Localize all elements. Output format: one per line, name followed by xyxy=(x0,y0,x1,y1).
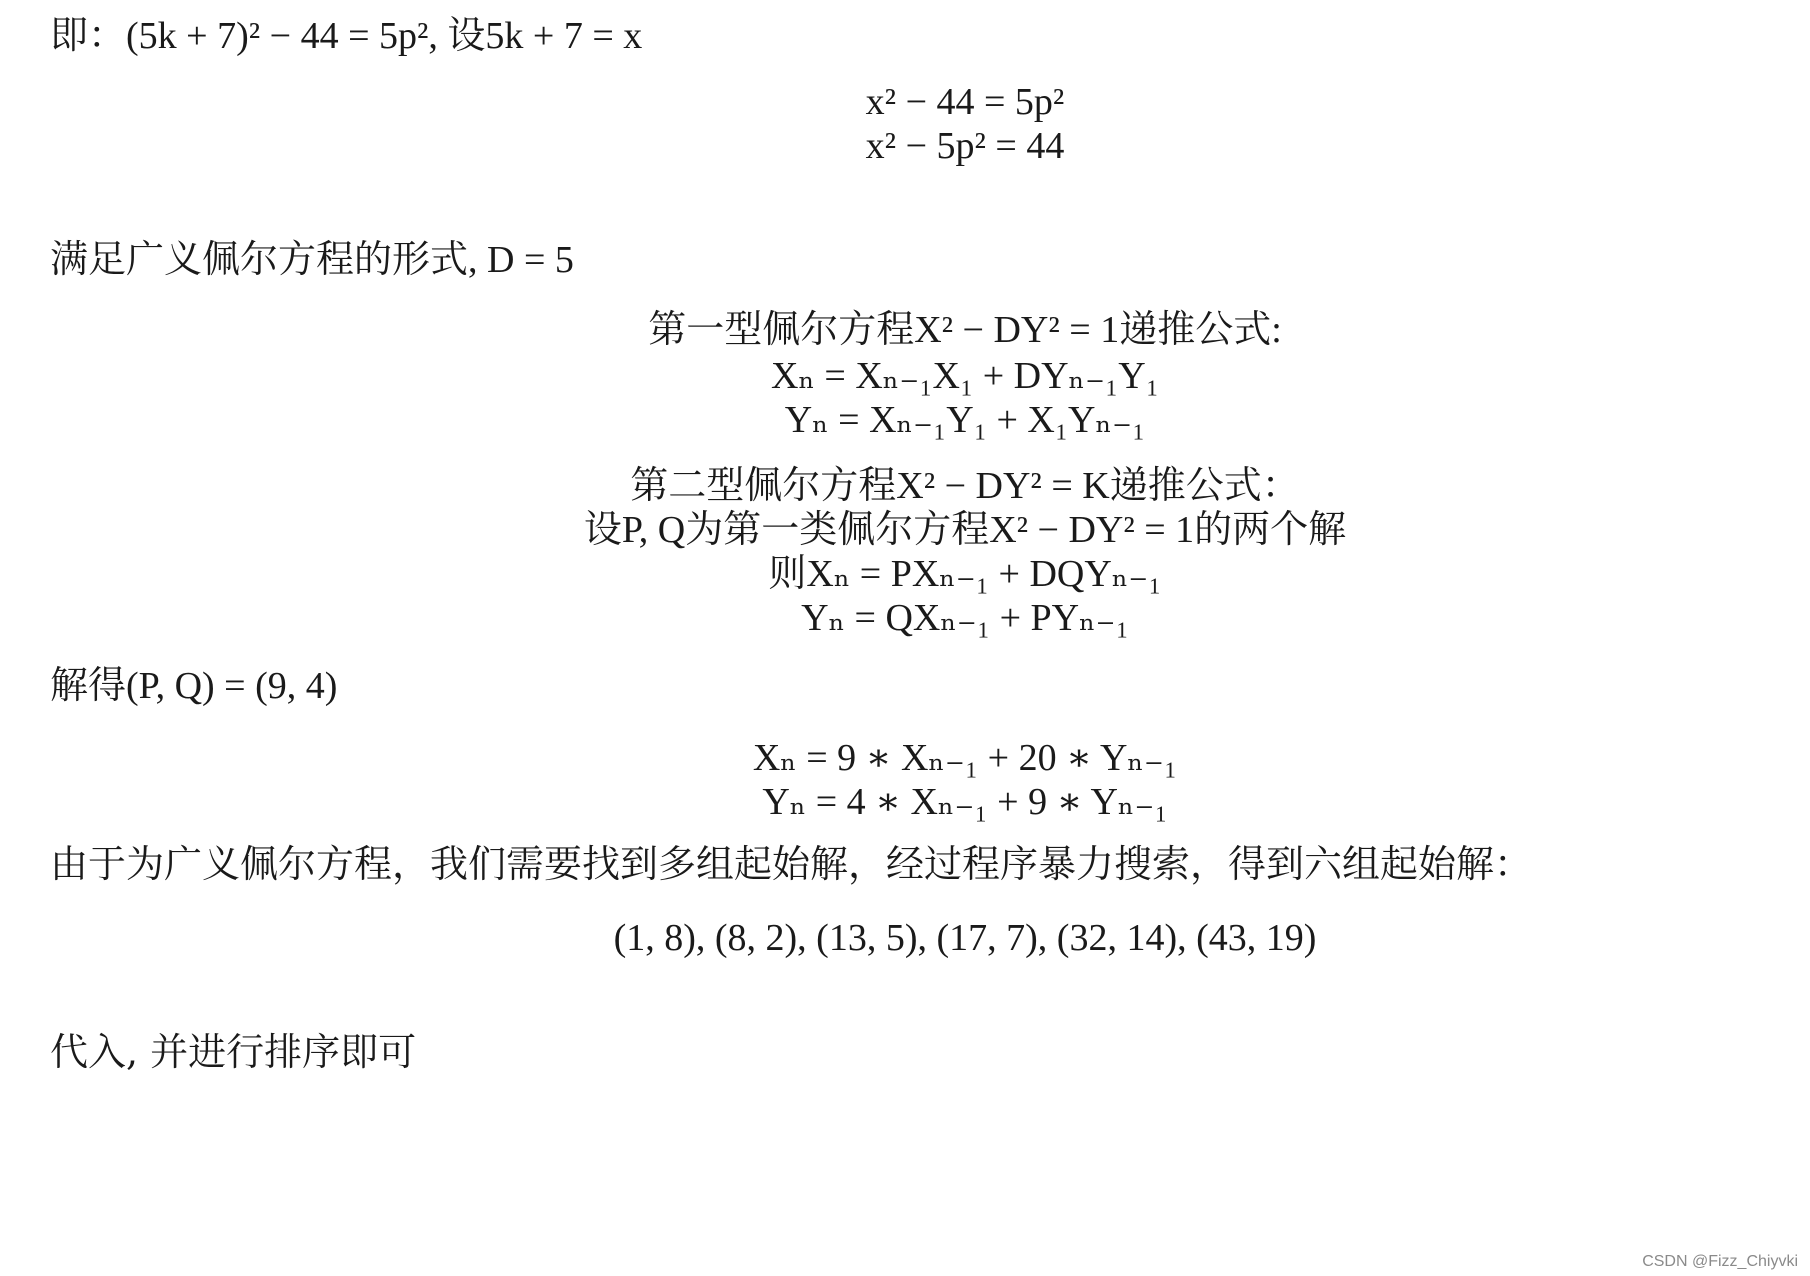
final-y-recurrence: Yₙ = 4 ∗ Xₙ₋₁ + 9 ∗ Yₙ₋₁ xyxy=(762,781,1168,823)
type2-heading: 第二型佩尔方程X² − DY² = K递推公式： xyxy=(630,465,1300,507)
csdn-watermark: CSDN @Fizz_Chiyvki xyxy=(1642,1253,1798,1270)
display-equation-2: x² − 5p² = 44 xyxy=(865,125,1065,167)
pell-form-line: 满足广义佩尔方程的形式, D = 5 xyxy=(50,239,574,281)
type2-definition: 设P, Q为第一类佩尔方程X² − DY² = 1的两个解 xyxy=(583,509,1347,551)
intro-equation-line: 即：(5k + 7)² − 44 = 5p², 设5k + 7 = x xyxy=(50,15,643,57)
display-equation-1: x² − 44 = 5p² xyxy=(865,81,1065,123)
conclusion-line: 代入, 并进行排序即可 xyxy=(50,1030,417,1074)
search-explanation-line: 由于为广义佩尔方程，我们需要找到多组起始解，经过程序暴力搜索，得到六组起始解： xyxy=(50,842,1533,886)
initial-solutions-line: (1, 8), (8, 2), (13, 5), (17, 7), (32, 14), (43, 19) xyxy=(613,917,1317,959)
type1-y-recurrence: Yₙ = Xₙ₋₁Y₁ + X₁Yₙ₋₁ xyxy=(784,399,1146,441)
type1-x-recurrence: Xₙ = Xₙ₋₁X₁ + DYₙ₋₁Y₁ xyxy=(771,355,1159,397)
final-x-recurrence: Xₙ = 9 ∗ Xₙ₋₁ + 20 ∗ Yₙ₋₁ xyxy=(752,737,1178,779)
type2-x-recurrence: 则Xₙ = PXₙ₋₁ + DQYₙ₋₁ xyxy=(768,553,1162,595)
type2-y-recurrence: Yₙ = QXₙ₋₁ + PYₙ₋₁ xyxy=(801,597,1129,639)
type1-heading: 第一型佩尔方程X² − DY² = 1递推公式: xyxy=(648,309,1282,351)
solution-pq-line: 解得(P, Q) = (9, 4) xyxy=(50,665,338,707)
